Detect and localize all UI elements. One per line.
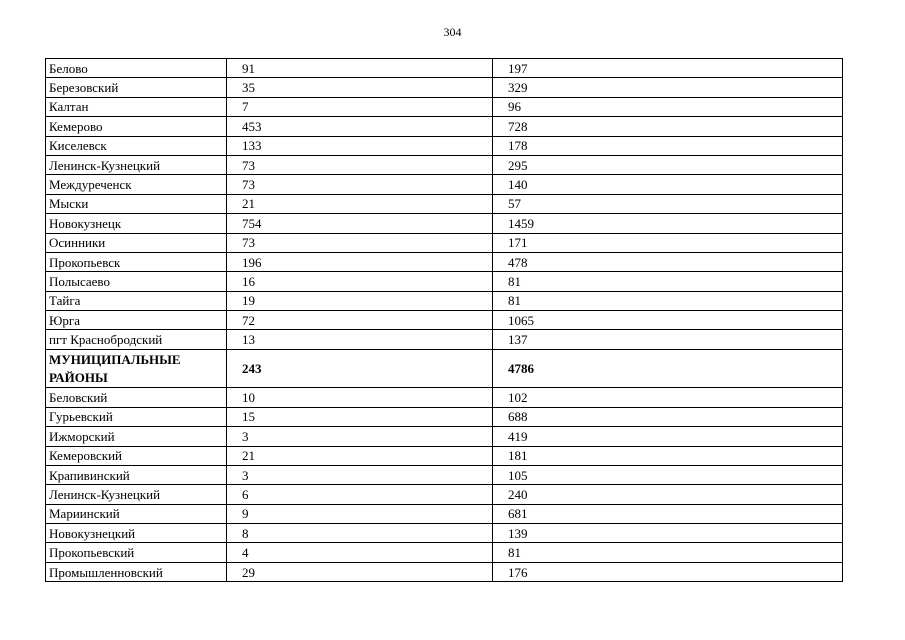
cell-value-col3: 57 [493, 194, 843, 213]
cell-value-col2: 21 [227, 194, 493, 213]
cell-name: МУНИЦИПАЛЬНЫЕ РАЙОНЫ [46, 349, 227, 388]
cell-value-col2: 16 [227, 272, 493, 291]
cell-name: Гурьевский [46, 407, 227, 426]
cell-value-col2: 73 [227, 233, 493, 252]
cell-value-col3: 171 [493, 233, 843, 252]
cell-value-col2: 19 [227, 291, 493, 310]
cell-value-col2: 196 [227, 252, 493, 271]
cell-value-col3: 140 [493, 175, 843, 194]
cell-value-col2: 133 [227, 136, 493, 155]
table-row [46, 446, 843, 465]
cell-value-col2: 7 [227, 97, 493, 116]
cell-value-col3: 81 [493, 291, 843, 310]
table-row [46, 175, 843, 194]
cell-name: Кемерово [46, 117, 227, 136]
cell-value-col3: 329 [493, 78, 843, 97]
cell-name: Белово [46, 59, 227, 78]
cell-name: Крапивинский [46, 465, 227, 484]
table-row [46, 388, 843, 407]
cell-value-col3: 102 [493, 388, 843, 407]
cell-value-col3: 478 [493, 252, 843, 271]
cell-name: Прокопьевск [46, 252, 227, 271]
cell-name: Новокузнецкий [46, 524, 227, 543]
cell-value-col2: 754 [227, 214, 493, 233]
cell-value-col3: 96 [493, 97, 843, 116]
cell-name: Тайга [46, 291, 227, 310]
cell-value-col2: 243 [227, 349, 493, 388]
cell-name: Промышленновский [46, 562, 227, 581]
table-row [46, 330, 843, 349]
cell-value-col2: 13 [227, 330, 493, 349]
table-row [46, 214, 843, 233]
table-row [46, 485, 843, 504]
table-row [46, 543, 843, 562]
cell-value-col2: 8 [227, 524, 493, 543]
table-row [46, 427, 843, 446]
cell-value-col3: 295 [493, 155, 843, 174]
table-row [46, 291, 843, 310]
cell-value-col3: 688 [493, 407, 843, 426]
cell-name: Полысаево [46, 272, 227, 291]
cell-value-col2: 10 [227, 388, 493, 407]
table-row [46, 465, 843, 484]
table-row [46, 194, 843, 213]
cell-name: Калтан [46, 97, 227, 116]
cell-value-col3: 105 [493, 465, 843, 484]
cell-name: Ижморский [46, 427, 227, 446]
cell-name: пгт Краснобродский [46, 330, 227, 349]
table-row-group-header [46, 349, 843, 388]
data-table [45, 58, 843, 582]
table-row [46, 524, 843, 543]
table-row [46, 233, 843, 252]
table-row [46, 252, 843, 271]
cell-name: Березовский [46, 78, 227, 97]
cell-value-col3: 4786 [493, 349, 843, 388]
cell-value-col3: 1459 [493, 214, 843, 233]
cell-value-col3: 178 [493, 136, 843, 155]
cell-name: Прокопьевский [46, 543, 227, 562]
cell-value-col2: 21 [227, 446, 493, 465]
cell-value-col2: 35 [227, 78, 493, 97]
table-row [46, 311, 843, 330]
cell-value-col2: 3 [227, 427, 493, 446]
cell-value-col3: 1065 [493, 311, 843, 330]
table-row [46, 59, 843, 78]
cell-value-col3: 681 [493, 504, 843, 523]
cell-name: Беловский [46, 388, 227, 407]
cell-value-col2: 6 [227, 485, 493, 504]
table-row [46, 97, 843, 116]
cell-name: Юрга [46, 311, 227, 330]
cell-name: Кемеровский [46, 446, 227, 465]
cell-name: Осинники [46, 233, 227, 252]
cell-name: Междуреченск [46, 175, 227, 194]
cell-value-col3: 181 [493, 446, 843, 465]
cell-value-col3: 137 [493, 330, 843, 349]
cell-value-col3: 419 [493, 427, 843, 446]
cell-value-col2: 453 [227, 117, 493, 136]
cell-name: Мариинский [46, 504, 227, 523]
table-row [46, 117, 843, 136]
table-row [46, 562, 843, 581]
table-row [46, 155, 843, 174]
cell-value-col2: 73 [227, 175, 493, 194]
cell-name: Мыски [46, 194, 227, 213]
cell-value-col3: 176 [493, 562, 843, 581]
cell-value-col2: 3 [227, 465, 493, 484]
cell-value-col2: 73 [227, 155, 493, 174]
table-body [46, 59, 843, 582]
cell-value-col3: 728 [493, 117, 843, 136]
table-row [46, 407, 843, 426]
table-row [46, 272, 843, 291]
table-row [46, 504, 843, 523]
table-row [46, 78, 843, 97]
cell-value-col2: 91 [227, 59, 493, 78]
cell-value-col2: 72 [227, 311, 493, 330]
cell-value-col3: 81 [493, 272, 843, 291]
cell-name: Ленинск-Кузнецкий [46, 485, 227, 504]
cell-value-col3: 139 [493, 524, 843, 543]
cell-value-col2: 29 [227, 562, 493, 581]
cell-value-col2: 15 [227, 407, 493, 426]
cell-value-col3: 197 [493, 59, 843, 78]
cell-name: Ленинск-Кузнецкий [46, 155, 227, 174]
cell-name: Новокузнецк [46, 214, 227, 233]
page-number: 304 [443, 25, 462, 39]
cell-value-col2: 4 [227, 543, 493, 562]
cell-value-col3: 81 [493, 543, 843, 562]
table-row [46, 136, 843, 155]
cell-value-col2: 9 [227, 504, 493, 523]
cell-name: Киселевск [46, 136, 227, 155]
cell-value-col3: 240 [493, 485, 843, 504]
